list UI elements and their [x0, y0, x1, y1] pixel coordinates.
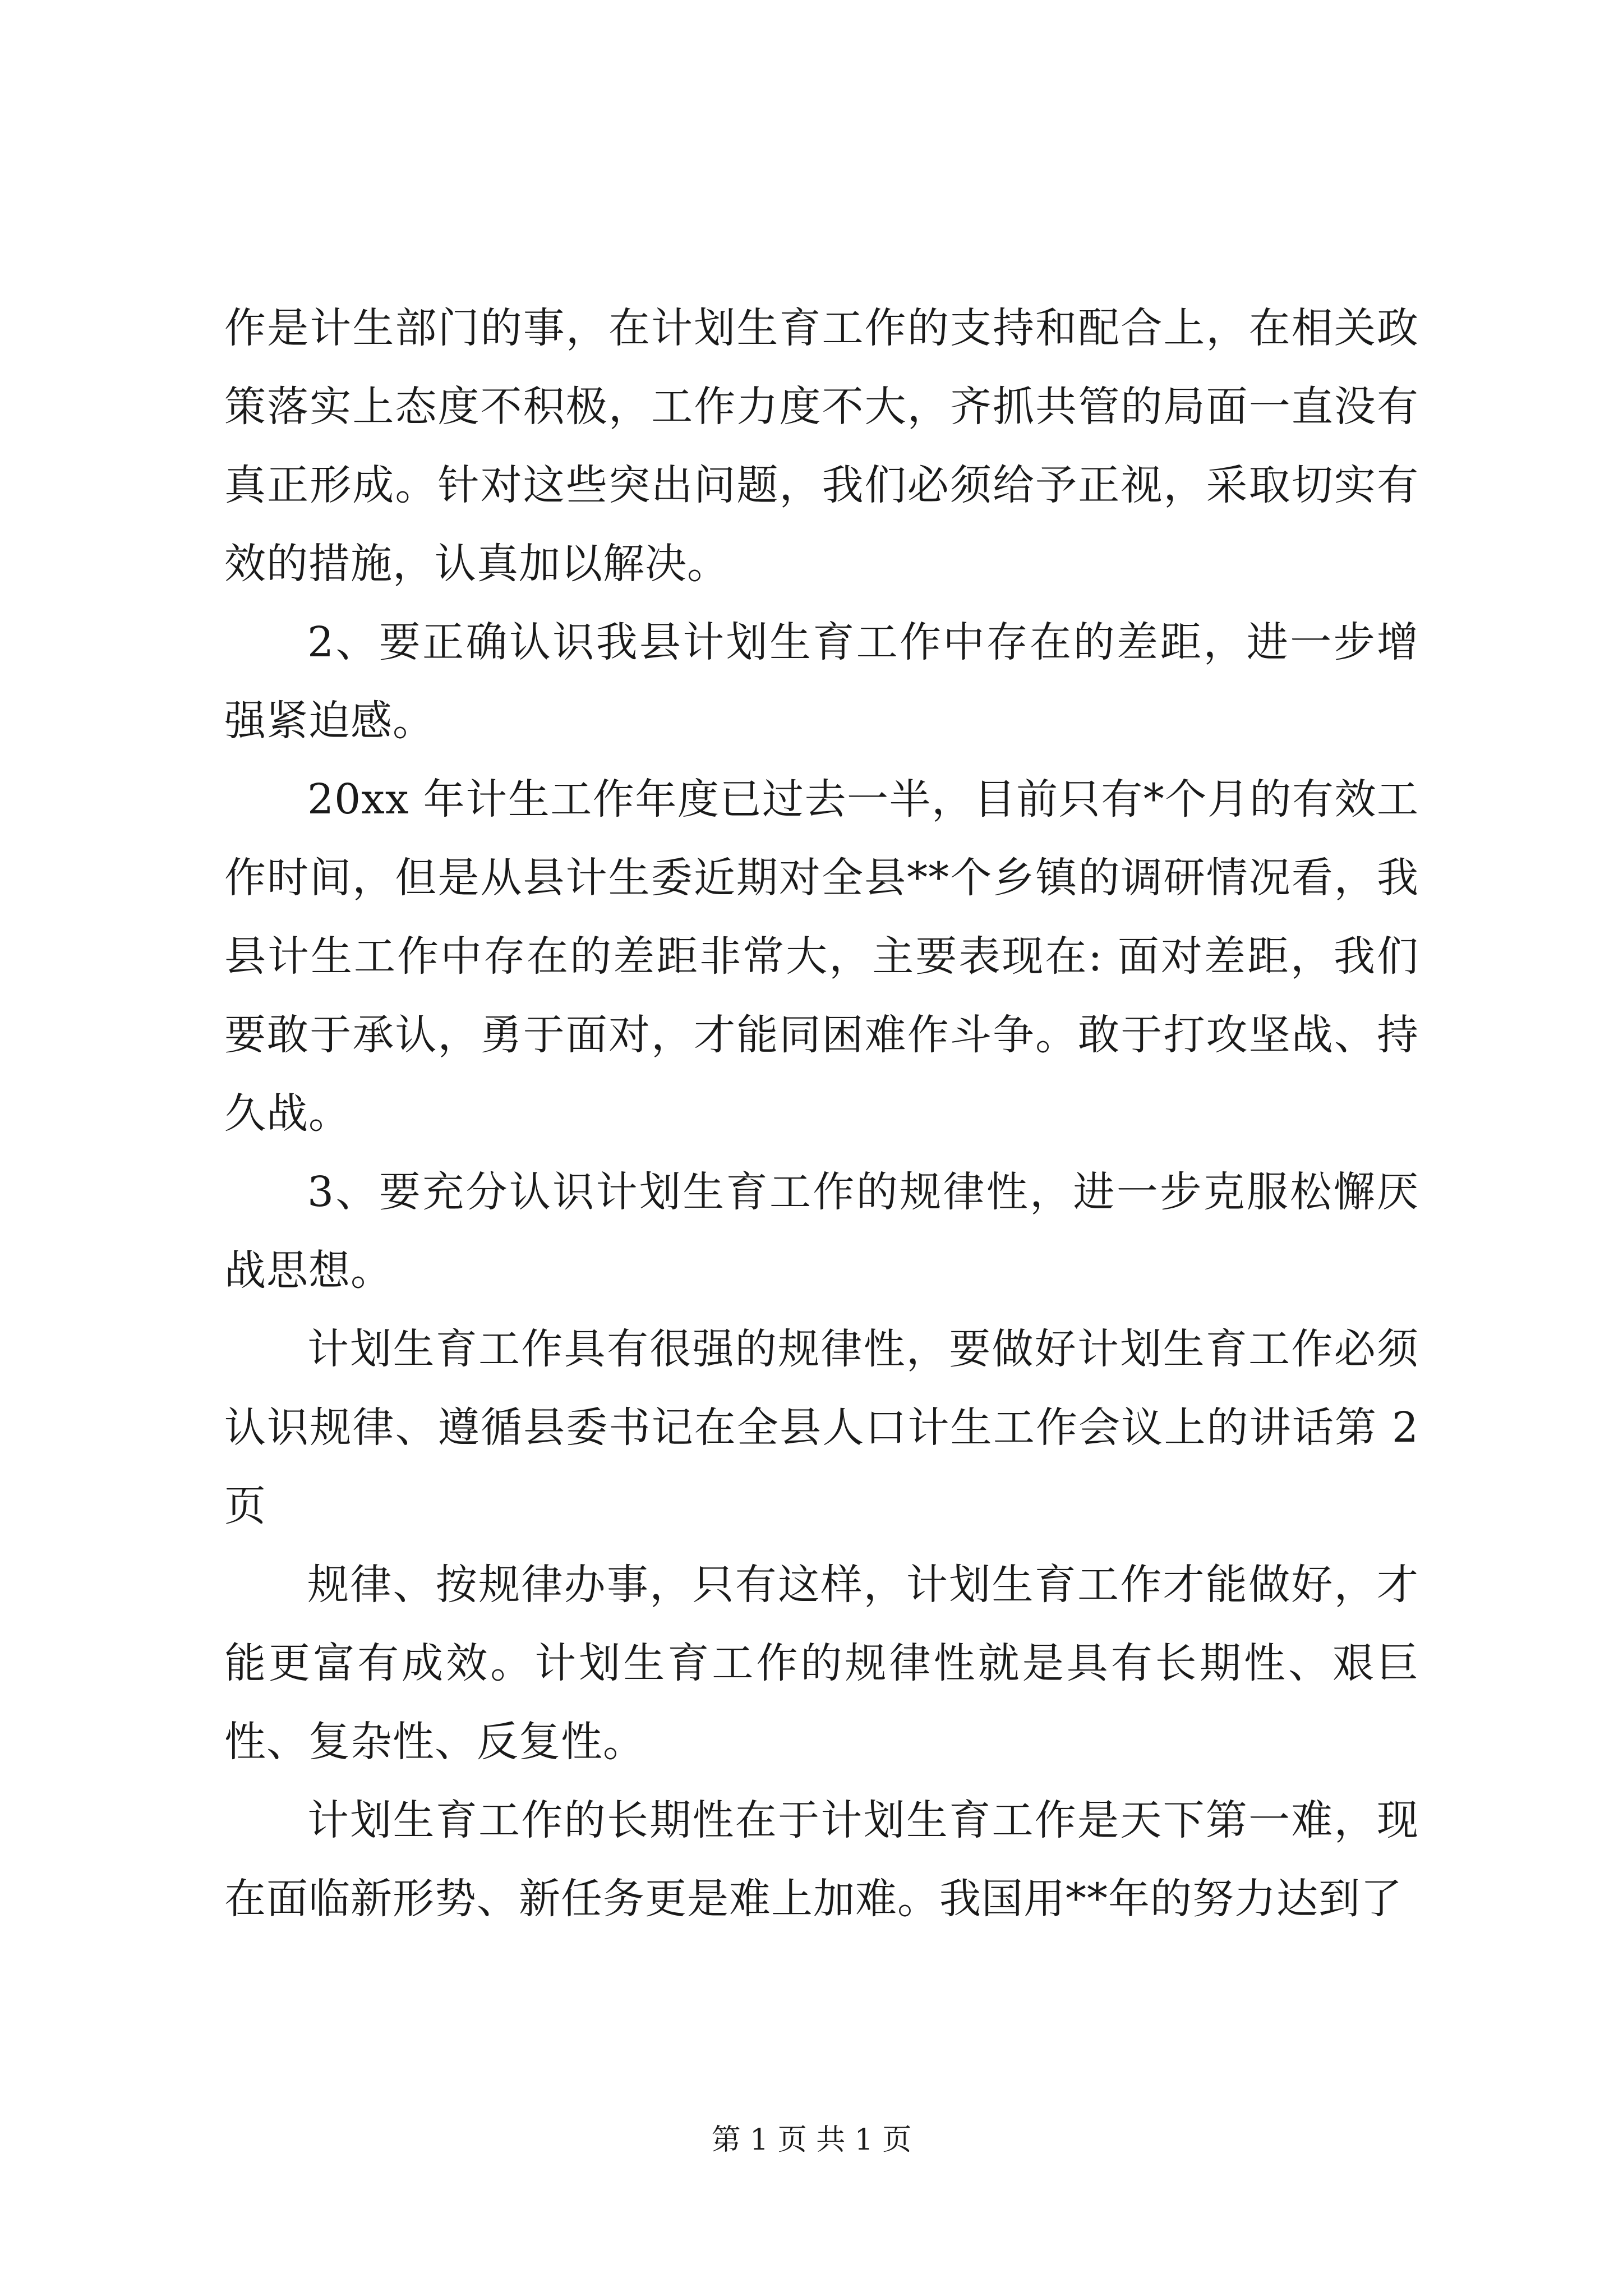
paragraph-2-heading: 2、要正确认识我县计划生育工作中存在的差距，进一步增强紧迫感。 [224, 618, 1419, 745]
paragraph-4-heading: 3、要充分认识计划生育工作的规律性，进一步克服松懈厌战思想。 [224, 1168, 1419, 1295]
paragraph-5: 计划生育工作具有很强的规律性，要做好计划生育工作必须认识规律、遵循县委书记在全县人口计生工作会议上的讲话第 2 页 [224, 1325, 1419, 1530]
page-footer: 第 1 页 共 1 页 [711, 2123, 912, 2157]
paragraph-3: 20xx 年计生工作年度已过去一半，目前只有*个月的有效工作时间，但是从县计生委近期对全县**个乡镇的调研情况看，我县计生工作中存在的差距非常大，主要表现在: 面对差距，我们要敢于承认，勇于面对，才能同困难作斗争。敢于打攻坚战、持久战。 [224, 775, 1419, 1138]
paragraph-1: 作是计生部门的事，在计划生育工作的支持和配合上，在相关政策落实上态度不积极，工作力度不大，齐抓共管的局面一直没有真正形成。针对这些突出问题，我们必须给予正视，采取切实有效的措施，认真加以解决。 [224, 304, 1419, 588]
paragraph-7: 计划生育工作的长期性在于计划生育工作是天下第一难，现在面临新形势、新任务更是难上加难。我国用**年的努力达到了 [224, 1796, 1419, 1923]
paragraph-6: 规律、按规律办事，只有这样，计划生育工作才能做好，才能更富有成效。计划生育工作的规律性就是具有长期性、艰巨性、复杂性、反复性。 [224, 1561, 1419, 1766]
document-body [224, 289, 1419, 1938]
